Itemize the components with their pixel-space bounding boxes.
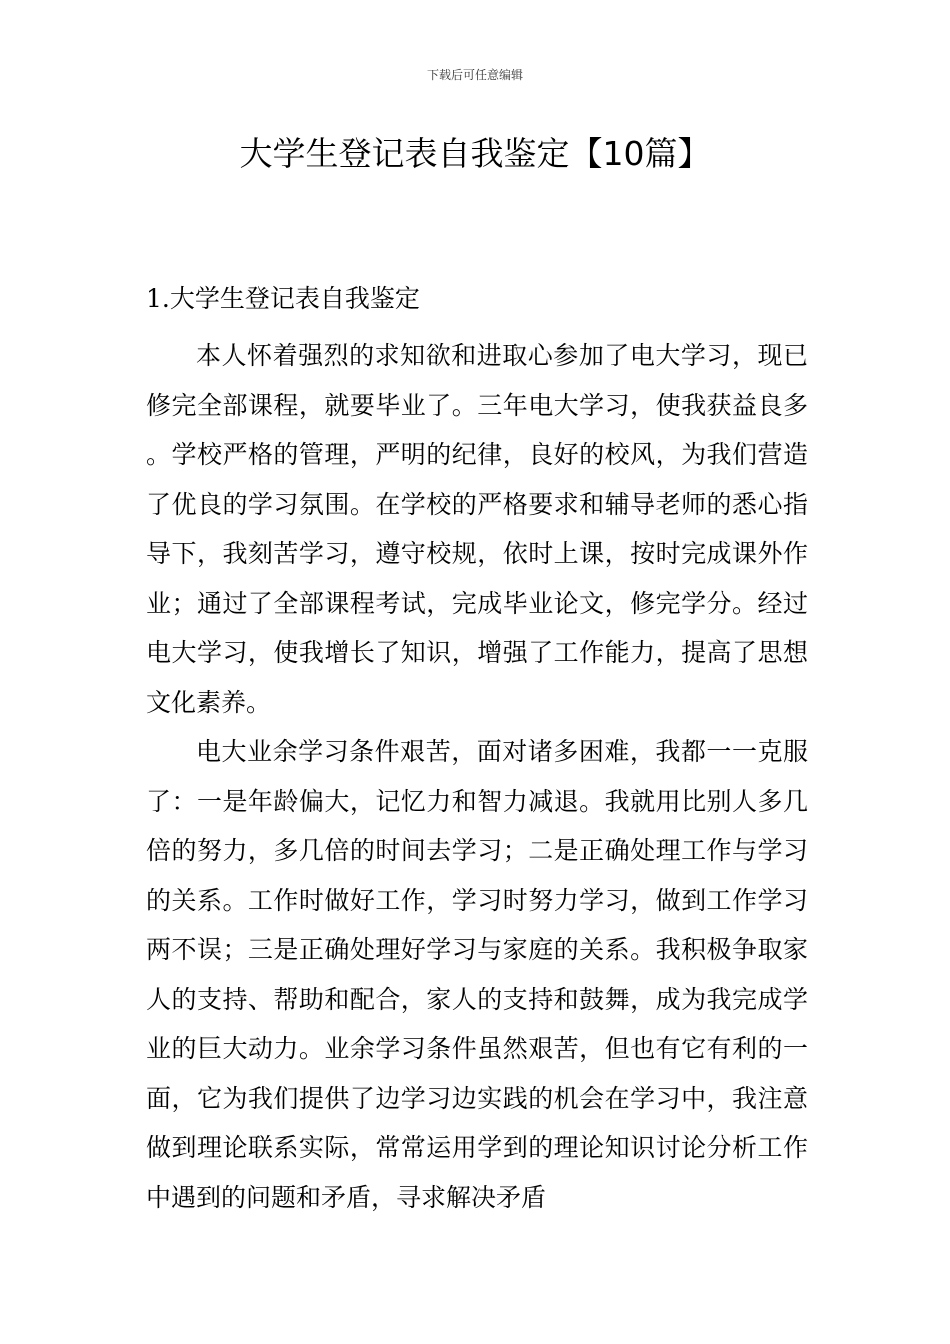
document-body xyxy=(146,281,808,1222)
header-note: 下载后可任意编辑 xyxy=(426,68,523,82)
document-title: 大学生登记表自我鉴定【10篇】 xyxy=(239,134,711,173)
section-heading: 1.大学生登记表自我鉴定 xyxy=(146,284,420,313)
paragraph-2: 电大业余学习条件艰苦，面对诸多困难，我都一一克服了：一是年龄偏大，记忆力和智力减退。我就用比别人多几倍的努力，多几倍的时间去学习；二是正确处理工作与学习的关系。工作时做好工作，学习时努力学习，做到工作学习两不误；三是正确处理好学习与家庭的关系。我积极争取家人的支持、帮助和配合，家人的支持和鼓舞，成为我完成学业的巨大动力。业余学习条件虽然艰苦，但也有它有利的一面，它为我们提供了边学习边实践的机会在学习中，我注意做到理论联系实际，常常运用学到的理论知识讨论分析工作中遇到的问题和矛盾，寻求解决矛盾 xyxy=(146,737,808,1212)
paragraph-1: 本人怀着强烈的求知欲和进取心参加了电大学习，现已修完全部课程，就要毕业了。三年电大学习，使我获益良多。学校严格的管理，严明的纪律，良好的校风，为我们营造了优良的学习氛围。在学校的严格要求和辅导老师的悉心指导下，我刻苦学习，遵守校规，依时上课，按时完成课外作业；通过了全部课程考试，完成毕业论文，修完学分。经过电大学习，使我增长了知识，增强了工作能力，提高了思想文化素养。 xyxy=(146,341,808,717)
